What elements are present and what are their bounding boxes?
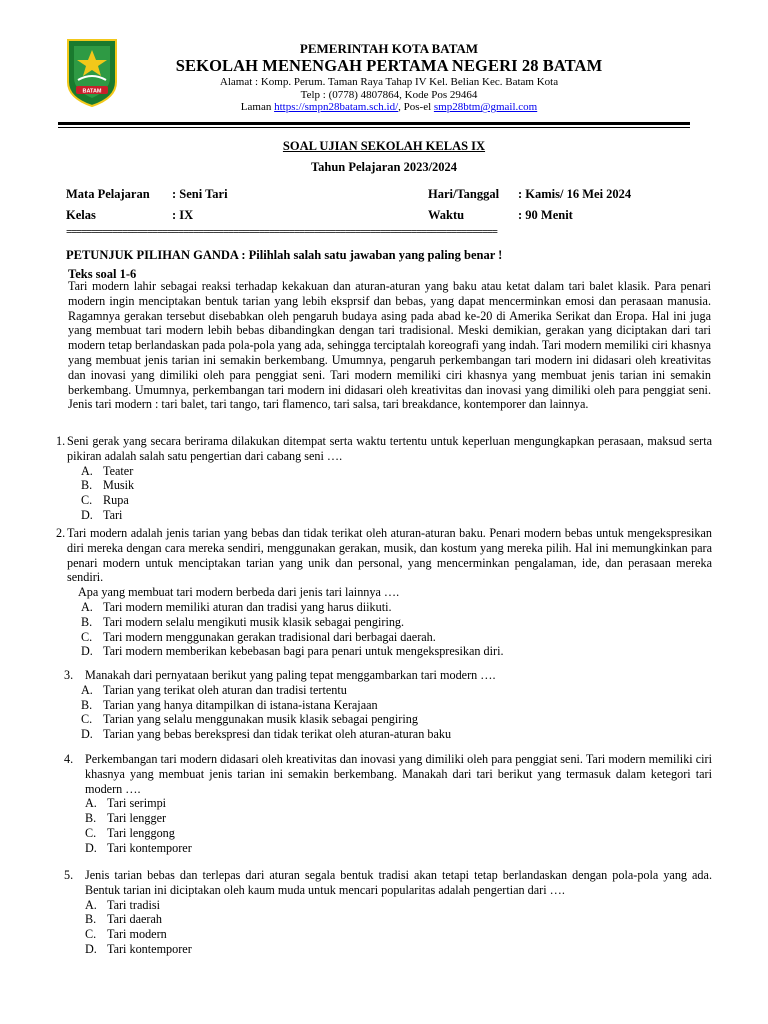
option-a[interactable]: A. Tari tradisi [85, 897, 160, 912]
question-number: 4. [64, 752, 74, 766]
school-name: SEKOLAH MENENGAH PERTAMA NEGERI 28 BATAM [175, 55, 603, 75]
question-1 [56, 434, 712, 523]
separator-line: ===================================================================================== [66, 227, 497, 238]
government-name: PEMERINTAH KOTA BATAM [299, 41, 479, 56]
email-link[interactable]: smp28btm@gmail.com [433, 101, 538, 114]
academic-year: Tahun Pelajaran 2023/2024 [310, 160, 458, 174]
question-3 [64, 668, 712, 742]
class-label: Kelas [66, 208, 96, 222]
option-b[interactable]: B. Tari modern selalu mengikuti musik klasik sebagai pengiring. [81, 614, 405, 629]
date-value: : Kamis/ 16 Mei 2024 [518, 187, 632, 201]
option-c[interactable]: C. Rupa [81, 493, 129, 508]
header-rule-thin [58, 127, 690, 128]
option-b[interactable]: B. Musik [81, 478, 135, 493]
option-c[interactable]: C. Tari modern [85, 927, 167, 942]
time-value: : 90 Menit [518, 208, 573, 222]
batam-city-logo [66, 38, 118, 108]
time-label: Waktu [428, 208, 465, 222]
subject-value: : Seni Tari [172, 187, 228, 201]
header-rule-thick [58, 122, 690, 125]
question-4 [64, 752, 712, 856]
option-b[interactable]: B. Tari lengger [85, 811, 167, 826]
option-d[interactable]: D. Tarian yang bebas berekspresi dan tidak terikat oleh aturan-aturan baku [81, 727, 452, 742]
question-number: 1. [56, 434, 66, 448]
option-d[interactable]: D. Tari modern memberikan kebebasan bagi para penari untuk mengekspresikan diri. [81, 644, 504, 659]
question-stem: Tari modern adalah jenis tarian yang bebas dan tidak terikat oleh aturan-aturan baku. Penari modern bebas untuk mengekspresikan diri mereka dengan cara mereka sendiri, menggunakan gerakan, musik, dan kostum yang mereka pilih. Hal ini memungkinkan para penari modern untuk menciptakan tarian yang unik dan personal, yang mencerminkan pengalaman, ide, dan perasaan mereka sendiri. [67, 526, 712, 585]
question-number: 2. [56, 526, 66, 540]
option-a[interactable]: A. Teater [81, 463, 134, 478]
website-link[interactable]: https://smpn28batam.sch.id/ [274, 101, 399, 114]
question-stem: Jenis tarian bebas dan terlepas dari aturan segala bentuk tradisi akan tetapi tetap berlandaskan dengan pola-pola yang ada. Bentuk tarian ini diciptakan oleh kaum muda untuk mencari popularitas adalah pengertian dari …. [85, 868, 712, 897]
logo-text: BATAM [82, 88, 102, 95]
option-c[interactable]: C. Tari modern menggunakan gerakan tradisional dari berbagai daerah. [81, 629, 436, 644]
question-stem: Manakah dari pernyataan berikut yang paling tepat menggambarkan tari modern …. [85, 668, 496, 682]
instructions: PETUNJUK PILIHAN GANDA : Pilihlah salah satu jawaban yang paling benar ! [66, 248, 503, 262]
question-2 [56, 526, 712, 659]
date-label: Hari/Tanggal [428, 187, 500, 201]
class-value: : IX [172, 208, 194, 222]
question-number: 3. [64, 668, 74, 682]
web-prefix: Laman [240, 101, 275, 114]
exam-title: SOAL UJIAN SEKOLAH KELAS IX [282, 139, 486, 153]
school-address: Alamat : Komp. Perum. Taman Raya Tahap IV Kel. Belian Kec. Batam Kota [219, 75, 559, 88]
school-phone: Telp : (0778) 4807864, Kode Pos 29464 [300, 88, 478, 101]
option-c[interactable]: C. Tarian yang selalu menggunakan musik klasik sebagai pengiring [81, 712, 418, 727]
option-d[interactable]: D. Tari kontemporer [85, 941, 192, 956]
letterhead [150, 42, 628, 114]
option-b[interactable]: B. Tarian yang hanya ditampilkan di istana-istana Kerajaan [81, 697, 378, 712]
option-b[interactable]: B. Tari daerah [85, 912, 162, 927]
question-number: 5. [64, 868, 74, 882]
option-a[interactable]: A. Tari modern memiliki aturan dan tradisi yang harus diikuti. [81, 599, 392, 614]
passage-heading: Teks soal 1-6 [68, 267, 137, 281]
option-a[interactable]: A. Tari serimpi [85, 796, 167, 811]
option-c[interactable]: C. Tari lenggong [85, 825, 175, 840]
question-stem: Perkembangan tari modern didasari oleh kreativitas dan inovasi yang dimiliki oleh para penggiat seni. Tari modern memiliki ciri khasnya yang membuat jenis tarian ini semakin berkembang. Manakah dari tari berikut yang termasuk dalam ketegori tari modern …. [85, 752, 712, 796]
question-prompt: Apa yang membuat tari modern berbeda dari jenis tari lainnya …. [78, 585, 400, 600]
question-stem: Seni gerak yang secara berirama dilakukan ditempat serta waktu tertentu untuk keperluan mengungkapkan perasaan, maksud serta pikiran adalah salah satu pengertian dari cabang seni …. [67, 434, 712, 463]
email-prefix: , Pos-el [398, 101, 434, 114]
question-5 [64, 868, 712, 957]
option-d[interactable]: D. Tari [81, 507, 123, 522]
passage-text: Tari modern lahir sebagai reaksi terhadap kekakuan dan aturan-aturan yang baku atau ketat dalam tari balet klasik. Para penari modern ingin menciptakan bentuk tarian yang lebih eksprsif dan bebas, yang dapat mencerminkan emosi dan perasaan manusia. Ragamnya gerakan tersebut disebabkan oleh pengaruh budaya asing pada abad ke-20 di Amerika Serikat dan Eropa. Hal ini juga yang membuat tari modern lebih bebas dibandingkan dengan tari tradisional. Meski demikian, gerakan yang diciptakan dari tari modern tetap berlandaskan pada pola-pola yang ada, sehingga terciptalah koreografi yang indah. Tari modern memiliki ciri khasnya yang membuat jenis tarian ini semakin berkembang. Umumnya, pengaruh perkembangan tari modern ini didasari oleh kreativitas dan inovasi yang dimiliki oleh para penggiat seni. Tari modern memiliki ciri khasnya yang membuat jenis tarian ini semakin berkembang. Umumnya, perkembangan tari modern ini didasari oleh kreativitas dan inovasi yang dimiliki oleh para penggiat seni. Jenis tari modern : tari balet, tari tango, tari flamenco, tari salsa, tari breakdance, kontemporer dan lainnya. [68, 279, 711, 412]
school-contacts [150, 101, 628, 114]
option-a[interactable]: A. Tarian yang terikat oleh aturan dan tradisi tertentu [81, 682, 347, 697]
subject-label: Mata Pelajaran [66, 187, 150, 201]
option-d[interactable]: D. Tari kontemporer [85, 840, 192, 855]
